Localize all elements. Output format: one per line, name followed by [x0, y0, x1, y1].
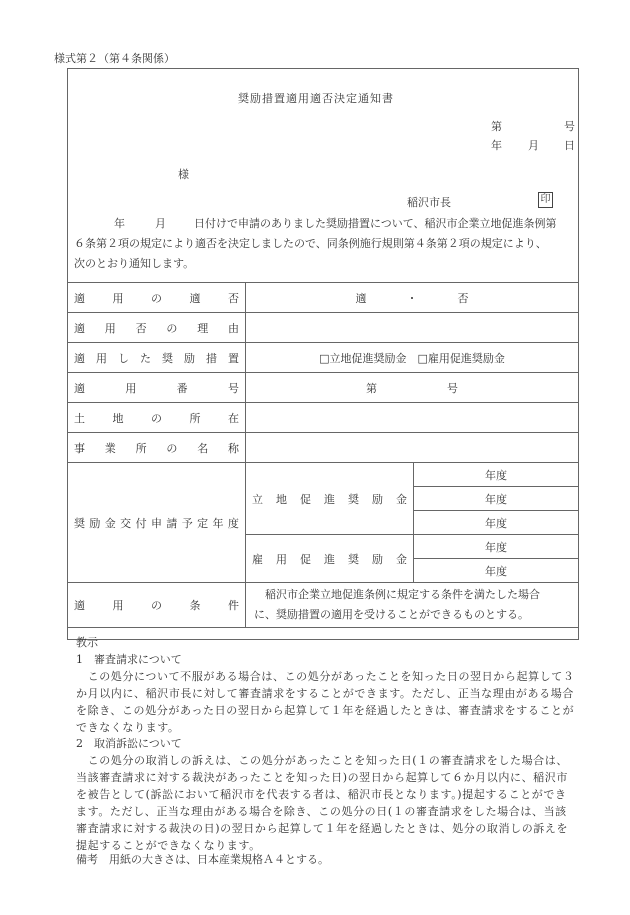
label-char: 置	[228, 351, 239, 365]
label-char: 励	[184, 351, 195, 365]
label-char: 励	[89, 516, 101, 530]
table-row	[68, 433, 579, 463]
table-row	[68, 313, 579, 343]
label-char: 励	[372, 492, 383, 506]
label-char: 適	[74, 321, 85, 335]
conditions-line-1: 稲沢市企業立地促進条例に規定する条件を満たした場合	[254, 588, 540, 601]
remark-note: 備考 用紙の大きさは、日本産業規格Ａ４とする。	[76, 853, 329, 866]
row-label-cell	[68, 283, 246, 313]
label-char: 土	[74, 411, 85, 425]
label-char: 励	[372, 552, 383, 566]
row-label-cell	[68, 403, 246, 433]
row-label-cell	[68, 373, 246, 403]
label-char: 交	[120, 516, 132, 530]
label-char: の	[151, 291, 162, 305]
cell-label	[74, 440, 239, 456]
fiscal-year-label: 年度	[485, 516, 507, 530]
label-char: 金	[396, 492, 407, 506]
schedule-row	[68, 463, 579, 487]
notes-heading: 教示	[76, 636, 98, 649]
cell-label	[74, 320, 239, 336]
label-char: 用	[96, 351, 107, 365]
table-row	[68, 343, 579, 373]
value-part: 適	[355, 291, 367, 305]
label-char: 奨	[348, 552, 359, 566]
label-char: 地	[112, 411, 124, 425]
label-char: 名	[197, 441, 209, 455]
label-char: 在	[228, 411, 239, 425]
row-value-cell[interactable]	[246, 433, 579, 463]
fiscal-year-label: 年度	[485, 564, 507, 578]
date-day: 日	[564, 139, 575, 152]
label-char: 度	[227, 516, 239, 530]
label-char: 年	[212, 516, 224, 530]
label-char: の	[151, 411, 162, 425]
cell-label	[252, 551, 407, 567]
intro-line-1	[74, 214, 574, 234]
label-char: 予	[181, 516, 193, 530]
label-char: 適	[189, 291, 201, 305]
fiscal-year-cell[interactable]	[414, 487, 579, 511]
number-dai: 第	[491, 120, 502, 133]
label-char: 金	[396, 552, 407, 566]
label-char: 事	[74, 441, 85, 455]
label-char: 否	[135, 321, 147, 335]
label-char: 番	[176, 381, 188, 395]
label-char: 用	[125, 381, 137, 395]
label-char: 奨	[74, 516, 85, 530]
value-part: 第	[366, 381, 377, 395]
note-1-title: 1 審査請求について	[76, 653, 182, 666]
note-2-body: この処分の取消しの訴えは、この処分があったことを知った日(１の審査請求をした場合は、当該審査請求に対する裁決があったことを知った日)の翌日から起算して６か月以内に、稲沢市を被告として(訴訟において稲沢市を代表する者は、稲沢市長となります。)提起することができます。ただし、正当な理由がある場合を除き、この処分の日(１の審査請求をした場合は、当該審査請求に対する裁決の日)の翌日から起算して１年を経過したときは、処分の取消しの訴えを提起することができなくなります。	[76, 754, 569, 852]
row-value-cell[interactable]	[246, 313, 579, 343]
value-part: 号	[447, 381, 458, 395]
label-char: 所	[189, 411, 201, 425]
intro-text-1: 日付けで申請のありました奨励措置について、稲沢市企業立地促進条例第	[194, 217, 557, 230]
label-char: 請	[166, 516, 178, 530]
row-label-cell	[68, 313, 246, 343]
label-char: 用	[112, 291, 124, 305]
fiscal-year-label: 年度	[485, 492, 507, 506]
label-char: 適	[74, 351, 85, 365]
label-char: し	[118, 351, 129, 365]
conditions-text-cell	[246, 583, 579, 628]
label-char: 奨	[162, 351, 173, 365]
label-char: 適	[74, 381, 85, 395]
row-label-cell	[68, 343, 246, 373]
label-char: 付	[135, 516, 147, 530]
document-title: 奨励措置適用適否決定通知書	[238, 92, 394, 105]
label-char: 進	[324, 552, 335, 566]
intro-line-3: 次のとおり通知します。	[74, 257, 195, 270]
sender-name: 稲沢市長	[407, 196, 451, 209]
label-char: の	[166, 441, 178, 455]
label-char: 否	[228, 291, 239, 305]
table-row	[68, 283, 579, 313]
row-value-cell[interactable]	[246, 343, 579, 373]
label-char: 立	[252, 492, 263, 506]
conditions-label-cell	[68, 583, 246, 628]
cell-label	[74, 350, 239, 366]
table-row	[68, 373, 579, 403]
label-char: 申	[150, 516, 162, 530]
cell-label	[74, 597, 239, 613]
label-char: 促	[300, 552, 311, 566]
fiscal-year-label: 年度	[485, 540, 507, 554]
label-char: 由	[227, 321, 239, 335]
label-char: 用	[112, 599, 124, 612]
label-char: の	[166, 321, 178, 335]
incentive-type-cell	[246, 535, 414, 583]
label-char: 所	[135, 441, 147, 455]
fiscal-year-cell[interactable]	[414, 535, 579, 559]
label-char: た	[140, 351, 151, 365]
label-char: 理	[197, 321, 209, 335]
label-char: 地	[276, 492, 287, 506]
label-char: 金	[104, 516, 116, 530]
label-char: の	[151, 599, 162, 612]
row-value-cell[interactable]	[246, 283, 579, 313]
label-char: 促	[300, 492, 311, 506]
intro-month: 月	[155, 217, 166, 230]
cell-label	[74, 380, 239, 396]
intro-line-2: ６条第２項の規定により適否を決定しましたので、同条例施行規則第４条第２項の規定により、	[74, 237, 547, 250]
row-label-cell	[68, 433, 246, 463]
label-char: 定	[197, 516, 209, 530]
fiscal-year-cell[interactable]	[414, 559, 579, 583]
label-char: 条	[189, 599, 201, 612]
table-row	[68, 403, 579, 433]
date-month: 月	[528, 139, 539, 152]
label-char: 適	[74, 291, 85, 305]
addressee-suffix: 様	[178, 168, 189, 181]
label-char: 用	[276, 552, 287, 566]
cell-label	[252, 491, 407, 507]
schedule-label-cell	[68, 463, 246, 583]
value-part: ・	[406, 291, 418, 305]
number-go: 号	[564, 120, 575, 133]
cell-label	[74, 410, 239, 426]
cell-label	[74, 515, 239, 531]
incentive-type-cell	[246, 463, 414, 535]
label-char: 奨	[348, 492, 359, 506]
value-part: 否	[457, 291, 469, 305]
row-value-cell[interactable]	[246, 373, 579, 403]
fiscal-year-cell[interactable]	[414, 511, 579, 535]
conditions-row	[68, 583, 579, 628]
form-number-label: 様式第２（第４条関係）	[54, 52, 175, 65]
label-char: 号	[227, 381, 239, 395]
note-1-body: この処分について不服がある場合は、この処分があったことを知った日の翌日から起算して３か月以内に、稲沢市長に対して審査請求をすることができます。ただし、正当な理由がある場合を除き、この処分があった日の翌日から起算して１年を経過したときは、審査請求をすることができなくなります。	[76, 670, 575, 734]
label-char: 適	[74, 599, 85, 612]
fiscal-year-cell[interactable]	[414, 463, 579, 487]
label-char: 称	[227, 441, 239, 455]
label-char: 用	[104, 321, 116, 335]
decision-table	[67, 282, 579, 628]
seal-stamp: 印	[538, 192, 553, 208]
fiscal-year-label: 年度	[485, 468, 507, 482]
note-2-title: 2 取消訴訟について	[76, 737, 182, 750]
value-text: □立地促進奨励金 □雇用促進奨励金	[319, 351, 505, 365]
label-char: 件	[228, 599, 239, 612]
conditions-line-2: に、奨励措置の適用を受けることができるものとする。	[254, 608, 529, 621]
intro-year: 年	[114, 217, 125, 230]
label-char: 雇	[252, 552, 263, 566]
label-char: 進	[324, 492, 335, 506]
row-value-cell[interactable]	[246, 403, 579, 433]
label-char: 業	[104, 441, 116, 455]
label-char: 措	[206, 351, 217, 365]
date-year: 年	[491, 139, 502, 152]
cell-label	[74, 290, 239, 306]
